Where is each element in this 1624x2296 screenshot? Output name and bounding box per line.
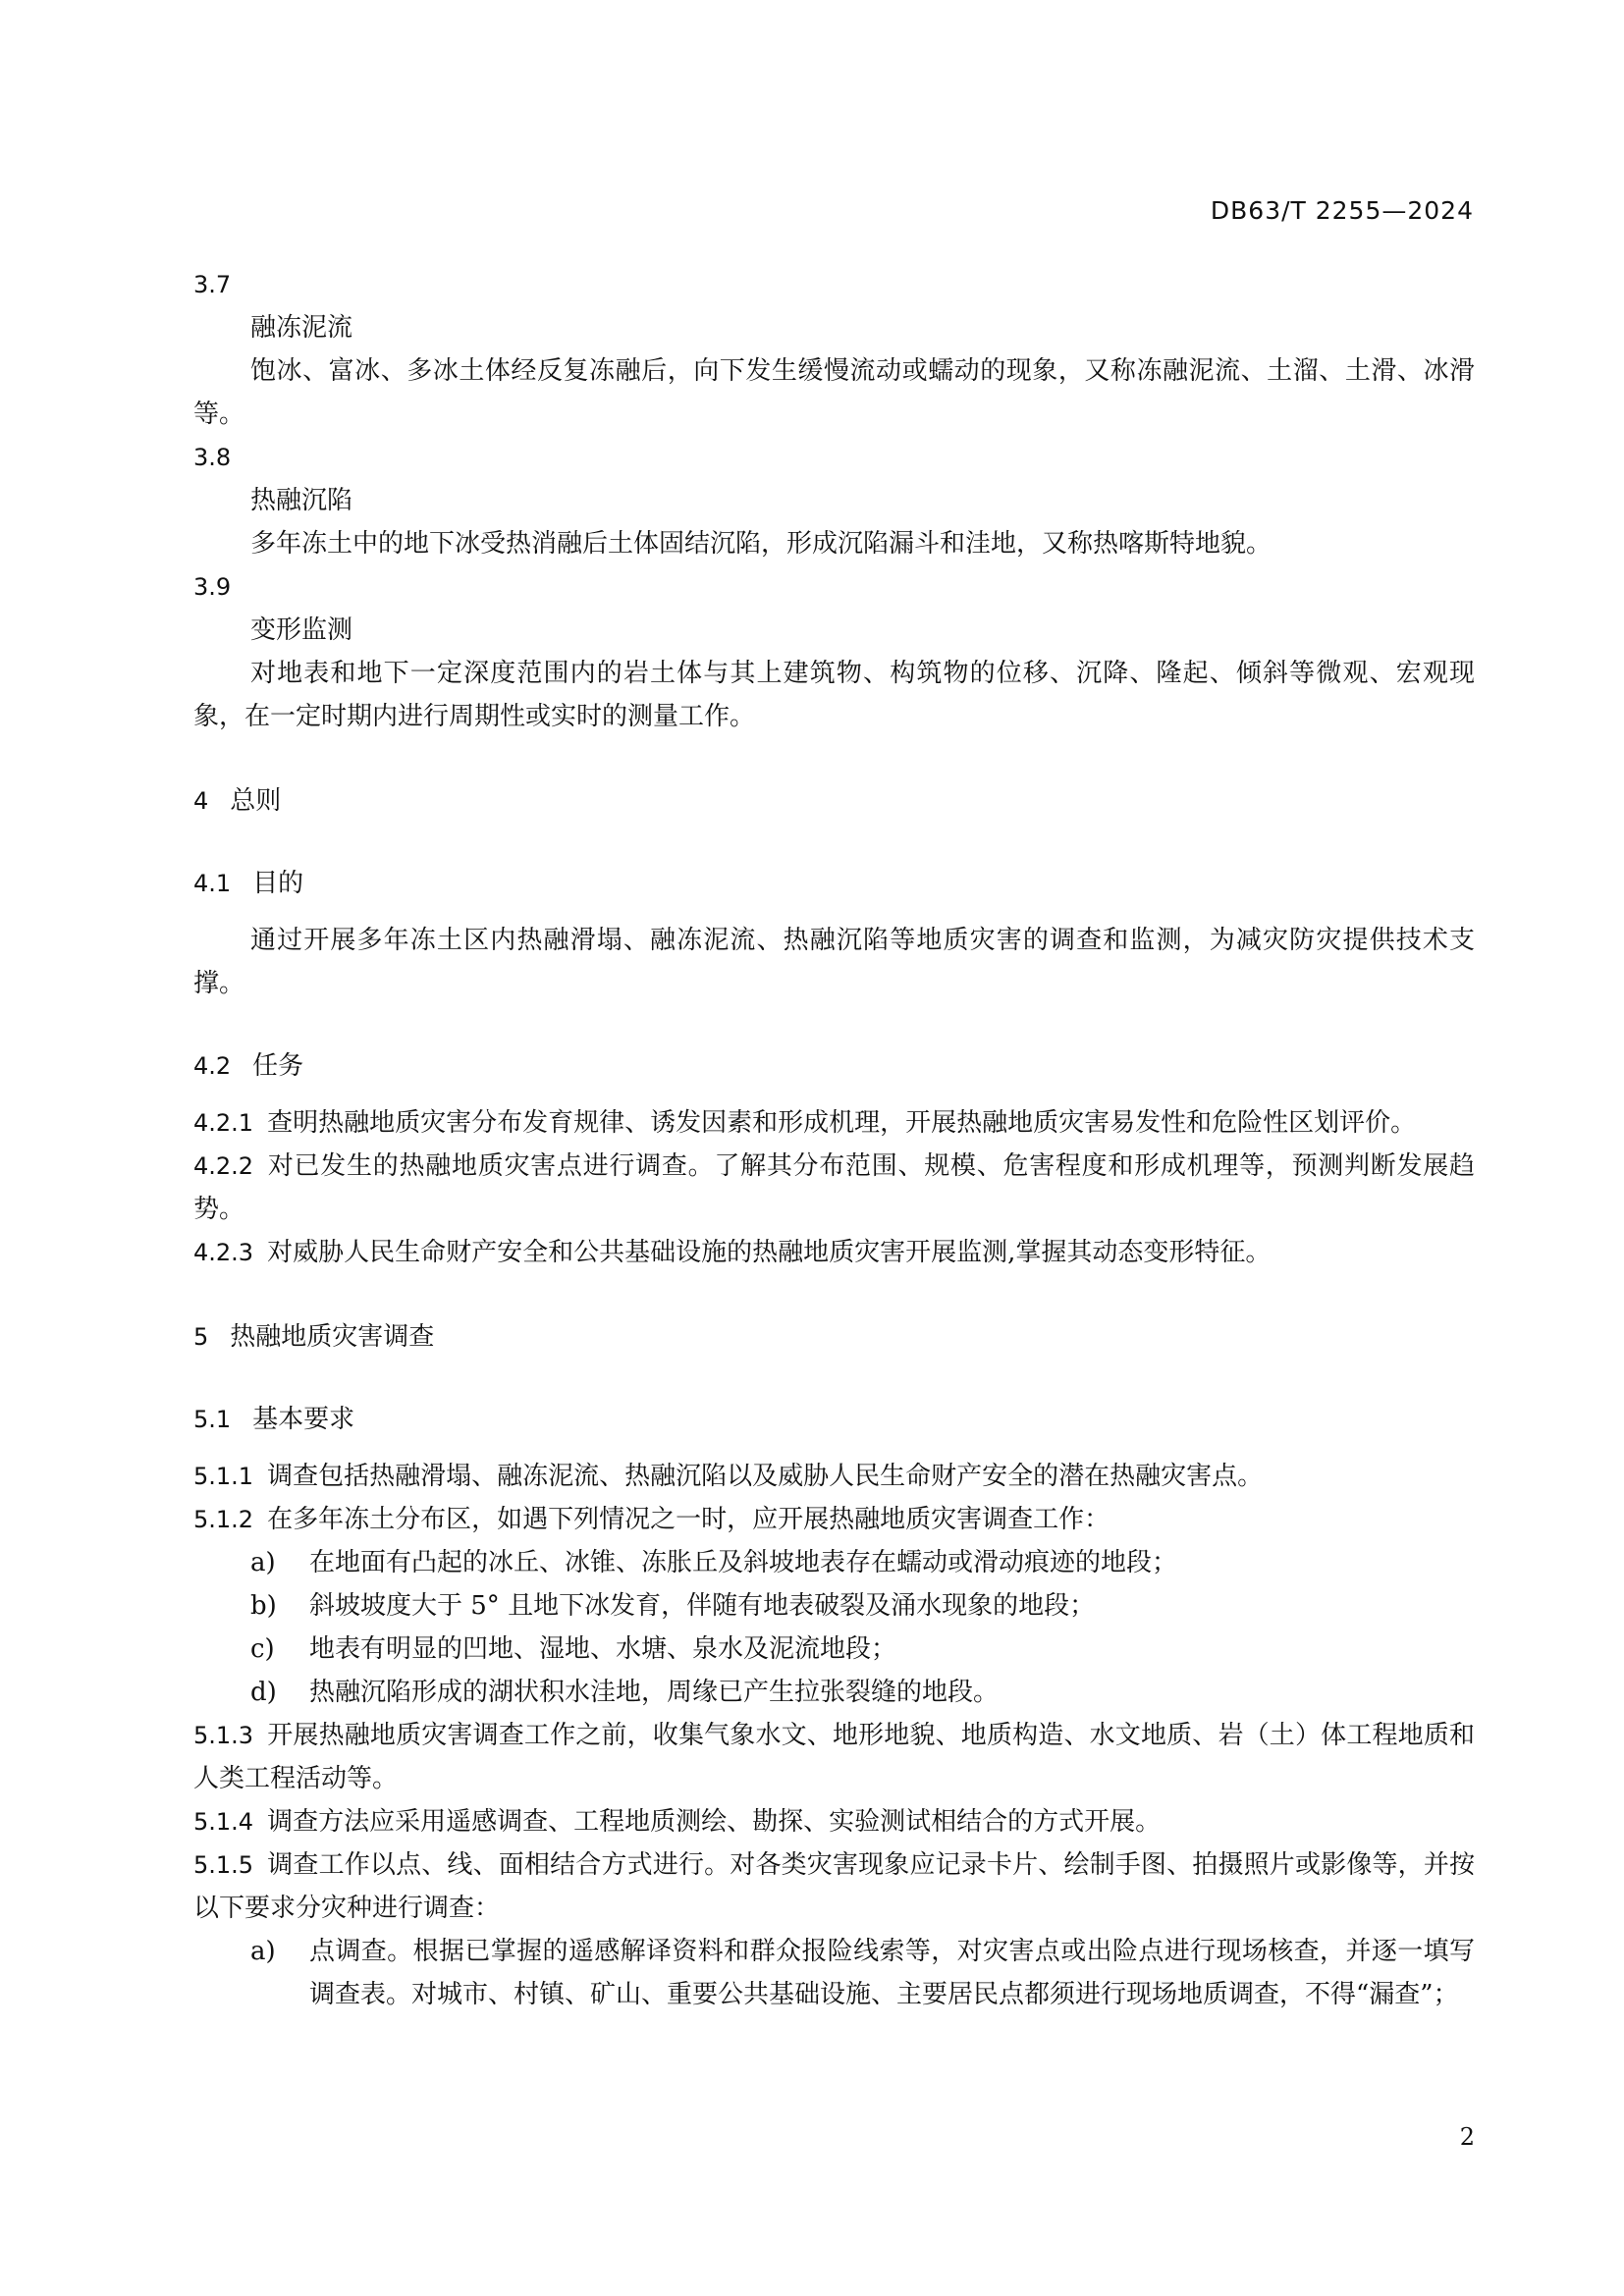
clause <box>193 1455 1475 1498</box>
list-item-text: 在地面有凸起的冰丘、冰锥、冻胀丘及斜坡地表存在蠕动或滑动痕迹的地段； <box>309 1548 1178 1577</box>
clause <box>193 1498 1475 1541</box>
term-number: 3.8 <box>193 444 232 471</box>
clause-text: 调查方法应采用遥感调查、工程地质测绘、勘探、实验测试相结合的方式开展。 <box>267 1807 1162 1837</box>
clause <box>193 1145 1475 1231</box>
list-item <box>193 1671 1475 1714</box>
clause <box>193 1101 1475 1145</box>
list-item-text: 热融沉陷形成的湖状积水洼地，周缘已产生拉张裂缝的地段。 <box>309 1678 1000 1707</box>
subsection-title: 目的 <box>252 869 304 898</box>
subsection-title: 基本要求 <box>252 1405 355 1434</box>
list-item-text: 地表有明显的凹地、湿地、水塘、泉水及泥流地段； <box>309 1634 897 1664</box>
section-title: 总则 <box>230 786 282 816</box>
subsection-number: 4.1 <box>193 870 232 897</box>
term-definition: 饱冰、富冰、多冰土体经反复冻融后，向下发生缓慢流动或蠕动的现象，又称冻融泥流、土溜、土滑、冰滑等。 <box>193 356 1475 429</box>
clause-number: 5.1.1 <box>193 1463 254 1490</box>
document-code: DB63/T 2255—2024 <box>1210 196 1474 225</box>
clause-text: 对已发生的热融地质灾害点进行调查。了解其分布范围、规模、危害程度和形成机理等，预测判断发展趋势。 <box>193 1151 1475 1224</box>
list-item <box>193 1584 1475 1628</box>
list-item <box>193 1628 1475 1671</box>
section-heading <box>193 779 1475 823</box>
subsection-heading <box>193 1398 1475 1441</box>
term-definition: 对地表和地下一定深度范围内的岩土体与其上建筑物、构筑物的位移、沉降、隆起、倾斜等微观、宏观现象，在一定时期内进行周期性或实时的测量工作。 <box>193 659 1475 731</box>
clause-number: 4.2.2 <box>193 1152 254 1180</box>
clause <box>193 1714 1475 1800</box>
clause-text: 查明热融地质灾害分布发育规律、诱发因素和形成机理，开展热融地质灾害易发性和危险性区划评价。 <box>267 1108 1417 1138</box>
list-marker: c) <box>250 1634 275 1664</box>
subsection-heading <box>193 1044 1475 1088</box>
clause-number: 5.1.5 <box>193 1851 254 1879</box>
clause-text: 开展热融地质灾害调查工作之前，收集气象水文、地形地貌、地质构造、水文地质、岩（土）体工程地质和人类工程活动等。 <box>193 1721 1475 1793</box>
term-number: 3.7 <box>193 271 232 298</box>
subsection-number: 4.2 <box>193 1052 232 1080</box>
list-item-text: 斜坡坡度大于 5° 且地下冰发育，伴随有地表破裂及涌水现象的地段； <box>309 1591 1096 1621</box>
term-number: 3.9 <box>193 573 232 601</box>
section-number: 4 <box>193 787 209 815</box>
list-item <box>193 1541 1475 1584</box>
clause <box>193 1231 1475 1274</box>
list-marker: a) <box>250 1548 276 1577</box>
list-marker: d) <box>250 1678 277 1707</box>
clause-text: 调查包括热融滑塌、融冻泥流、热融沉陷以及威胁人民生命财产安全的潜在热融灾害点。 <box>267 1462 1264 1491</box>
term-title: 变形监测 <box>250 615 353 645</box>
paragraph: 通过开展多年冻土区内热融滑塌、融冻泥流、热融沉陷等地质灾害的调查和监测，为减灾防灾提供技术支撑。 <box>193 926 1475 998</box>
clause-number: 5.1.3 <box>193 1722 254 1749</box>
section-heading <box>193 1315 1475 1359</box>
clause-text: 调查工作以点、线、面相结合方式进行。对各类灾害现象应记录卡片、绘制手图、拍摄照片或影像等，并按以下要求分灾种进行调查： <box>193 1850 1475 1923</box>
list-item-text: 点调查。根据已掌握的遥感解译资料和群众报险线索等，对灾害点或出险点进行现场核查，并逐一填写调查表。对城市、村镇、矿山、重要公共基础设施、主要居民点都须进行现场地质调查，不得“漏查”； <box>309 1937 1475 2009</box>
clause-number: 4.2.3 <box>193 1239 254 1266</box>
clause-text: 在多年冻土分布区，如遇下列情况之一时，应开展热融地质灾害调查工作： <box>267 1505 1110 1534</box>
clause-text: 对威胁人民生命财产安全和公共基础设施的热融地质灾害开展监测,掌握其动态变形特征。 <box>267 1238 1272 1267</box>
list-item <box>193 1930 1475 2016</box>
list-marker: b) <box>250 1591 277 1621</box>
clause-number: 5.1.4 <box>193 1808 254 1836</box>
subsection-title: 任务 <box>252 1051 304 1081</box>
page-number: 2 <box>1459 2123 1475 2151</box>
subsection-heading <box>193 862 1475 905</box>
section-number: 5 <box>193 1323 209 1351</box>
clause <box>193 1843 1475 1930</box>
subsection-number: 5.1 <box>193 1406 232 1433</box>
document-body <box>193 263 1475 2016</box>
clause-number: 5.1.2 <box>193 1506 254 1533</box>
term-title: 融冻泥流 <box>250 313 353 343</box>
clause-number: 4.2.1 <box>193 1109 254 1137</box>
term-definition: 多年冻土中的地下冰受热消融后土体固结沉陷，形成沉陷漏斗和洼地，又称热喀斯特地貌。 <box>250 529 1272 559</box>
term-title: 热融沉陷 <box>250 486 353 515</box>
clause <box>193 1800 1475 1843</box>
list-marker: a) <box>250 1937 276 1966</box>
section-title: 热融地质灾害调查 <box>230 1322 435 1352</box>
